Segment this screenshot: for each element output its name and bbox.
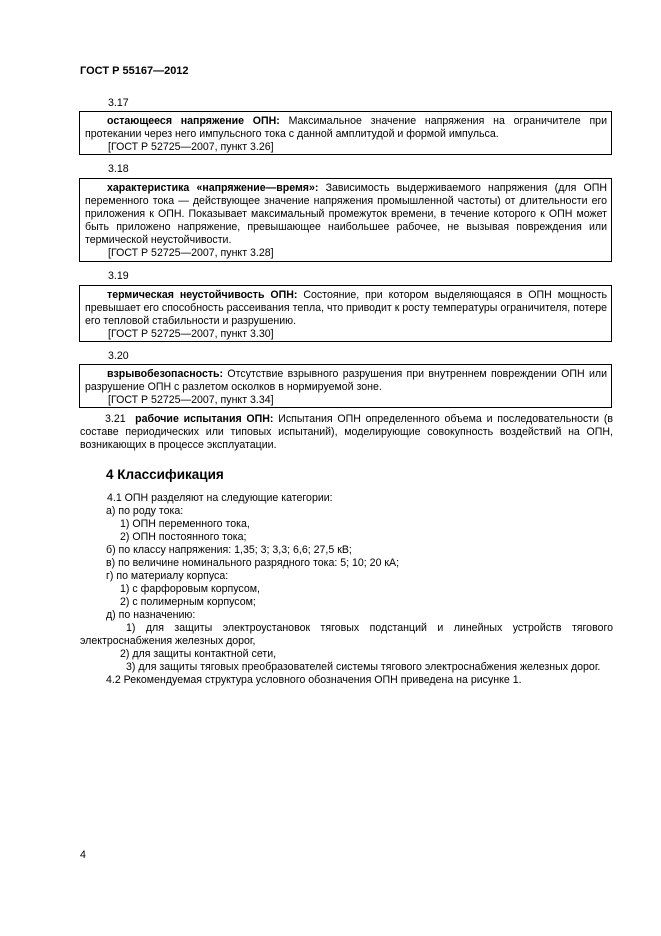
list-item: д) по назначению:	[106, 609, 196, 621]
classification-list	[80, 492, 613, 687]
term-number-3-19: 3.19	[108, 270, 129, 282]
list-item: 2) для защиты контактной сети,	[120, 648, 277, 660]
list-item: 2) с полимерным корпусом;	[120, 596, 256, 608]
term-3-21	[80, 413, 613, 452]
term-source: [ГОСТ Р 52725—2007, пункт 3.30]	[108, 328, 274, 340]
list-item: в) по величине номинального разрядного тока: 5; 10; 20 кА;	[106, 557, 400, 569]
list-item: 1) ОПН переменного тока,	[120, 518, 250, 530]
list-item: 4.2 Рекомендуемая структура условного обозначения ОПН приведена на рисунке 1.	[106, 674, 522, 686]
term-definition: Испытания ОПН определенного объема и последовательности (в составе периодических или типовых испытаний), моделирующие совокупность воздействий на ОПН, возникающих в процессе эксплуатации.	[80, 413, 613, 451]
term-number-3-18: 3.18	[108, 163, 129, 175]
list-item: 1) с фарфоровым корпусом,	[120, 583, 260, 595]
term-definition: Состояние, при котором выделяющаяся в ОПН мощность превышает его способность рассеивания тепла, что приводит к росту температуры ограничителя, потере его тепловой стабильности и разрушению.	[85, 289, 607, 327]
term-box-3-18	[79, 178, 612, 262]
term-source: [ГОСТ Р 52725—2007, пункт 3.28]	[108, 247, 274, 259]
list-item: г) по материалу корпуса:	[106, 570, 229, 582]
term-name: остающееся напряжение ОПН:	[107, 115, 280, 127]
list-item: а) по роду тока:	[106, 505, 184, 517]
list-item: 3) для защиты тяговых преобразователей системы тягового электроснабжения железных дорог.	[126, 661, 601, 673]
term-number-3-20: 3.20	[108, 350, 129, 362]
page-number: 4	[80, 849, 86, 861]
document-header: ГОСТ Р 55167—2012	[80, 65, 189, 77]
term-definition: Отсутствие взрывного разрушения при внутреннем повреждении ОПН или разрушение ОПН с разлетом осколков в нормируемой зоне.	[85, 368, 607, 393]
term-definition: Максимальное значение напряжения на ограничителе при протекании через него импульсного тока с данной амплитудой и формой импульса.	[85, 115, 607, 140]
term-source: [ГОСТ Р 52725—2007, пункт 3.34]	[108, 394, 274, 406]
term-box-3-17	[79, 111, 612, 155]
term-source: [ГОСТ Р 52725—2007, пункт 3.26]	[108, 141, 274, 153]
list-item: 2) ОПН постоянного тока;	[120, 531, 247, 543]
term-name: характеристика «напряжение—время»:	[107, 182, 319, 194]
section-title: 4 Классификация	[106, 467, 224, 482]
term-box-3-20	[79, 364, 612, 408]
term-name: взрывобезопасность:	[107, 368, 224, 380]
list-item: 1) для защиты электроустановок тяговых подстанций и линейных устройств тягового электроснабжения железных дорог,	[80, 622, 613, 647]
list-item: 4.1 ОПН разделяют на следующие категории:	[107, 492, 333, 504]
term-name: термическая неустойчивость ОПН:	[107, 289, 298, 301]
term-number-3-17: 3.17	[108, 97, 129, 109]
term-definition: Зависимость выдерживаемого напряжения (для ОПН переменного тока — действующее значение напряжения промышленной частоты) от длительности его приложения к ОПН. Показывает максимальный промежуток времени, в течение которого к ОПН может быть приложено напряжение, превышающее наибольшее рабочее, не вызывая повреждения или термической неустойчивости.	[85, 182, 607, 246]
list-item: б) по классу напряжения: 1,35; 3; 3,3; 6,6; 27,5 кВ;	[106, 544, 352, 556]
term-box-3-19	[79, 285, 612, 342]
term-name: рабочие испытания ОПН:	[135, 413, 274, 425]
term-number: 3.21	[105, 413, 126, 425]
